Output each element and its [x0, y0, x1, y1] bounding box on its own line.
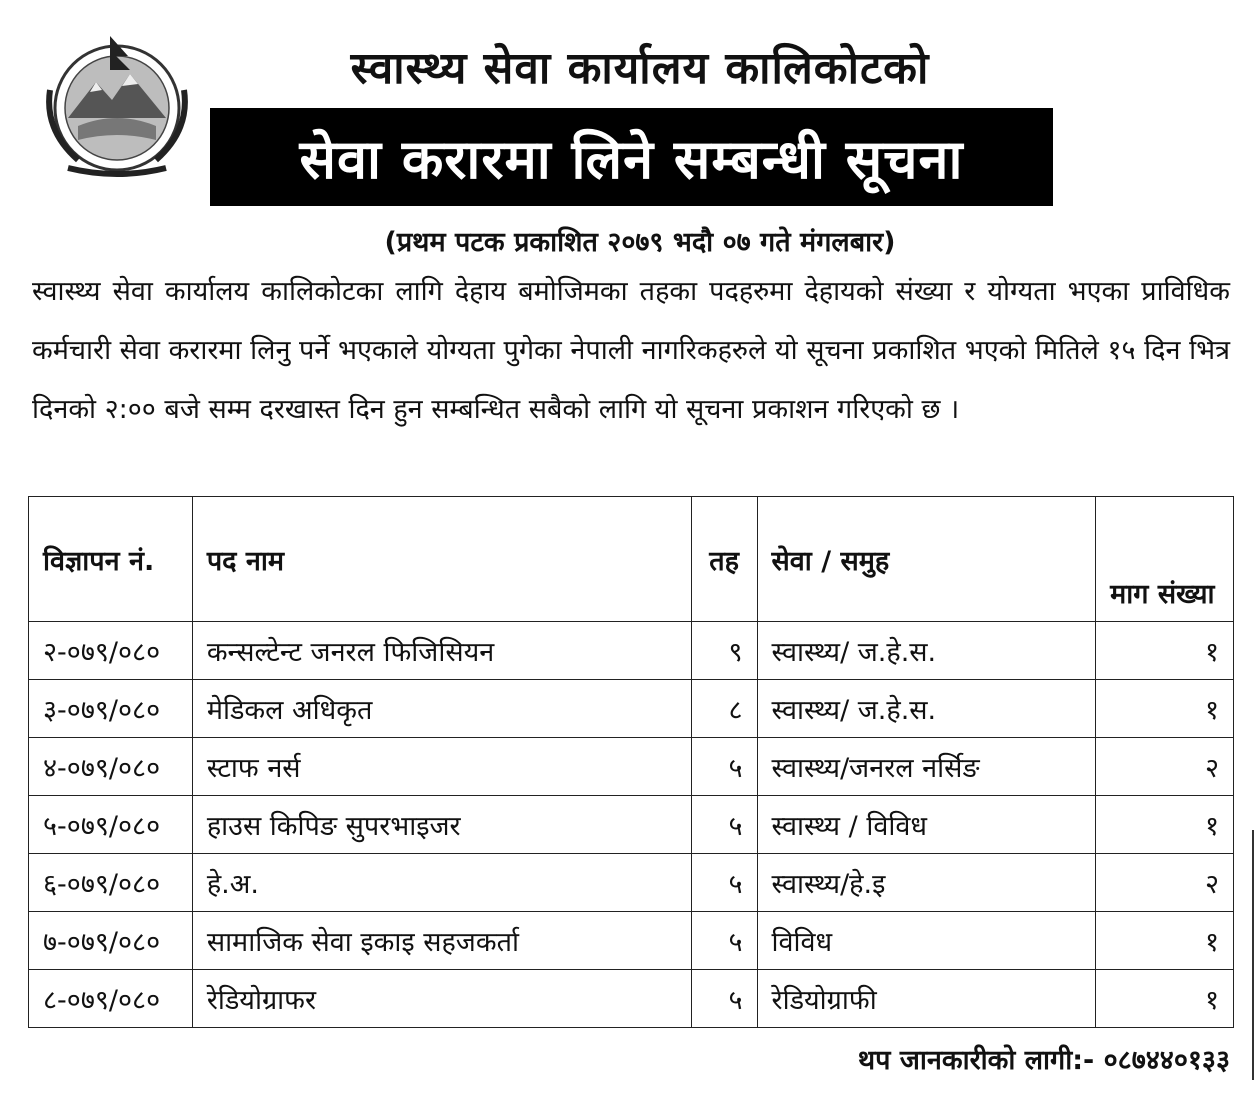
level-cell: ५ [691, 854, 757, 912]
ad-no-cell: २-०७९/०८० [29, 622, 193, 680]
table-row [29, 680, 1234, 738]
service-group-cell: रेडियोग्राफी [757, 970, 1096, 1028]
table-header-row [29, 497, 1234, 622]
demand-count-cell: १ [1096, 970, 1234, 1028]
office-name: स्वास्थ्य सेवा कार्यालय कालिकोटको [350, 43, 930, 94]
level-cell: ५ [691, 796, 757, 854]
notice-title: सेवा करारमा लिने सम्बन्धी सूचना [299, 128, 964, 191]
post-name-cell: रेडियोग्राफर [192, 970, 691, 1028]
header-ad-no: विज्ञापन नं. [29, 497, 193, 622]
table-row [29, 854, 1234, 912]
demand-count-cell: १ [1096, 912, 1234, 970]
service-group-cell: विविध [757, 912, 1096, 970]
service-group-cell: स्वास्थ्य/जनरल नर्सिङ [757, 738, 1096, 796]
service-group-cell: स्वास्थ्य/ ज.हे.स. [757, 622, 1096, 680]
post-name-cell: हे.अ. [192, 854, 691, 912]
page-edge-divider [1252, 830, 1254, 1080]
demand-count-cell: २ [1096, 854, 1234, 912]
level-cell: ५ [691, 738, 757, 796]
table-row [29, 796, 1234, 854]
post-name-cell: सामाजिक सेवा इकाइ सहजकर्ता [192, 912, 691, 970]
post-name-cell: कन्सल्टेन्ट जनरल फिजिसियन [192, 622, 691, 680]
level-cell: ५ [691, 970, 757, 1028]
nepal-government-emblem-icon [38, 30, 196, 178]
level-cell: ८ [691, 680, 757, 738]
demand-count-cell: २ [1096, 738, 1234, 796]
ad-no-cell: ७-०७९/०८० [29, 912, 193, 970]
vacancy-table [28, 496, 1234, 1028]
table-row [29, 912, 1234, 970]
notice-title-banner [210, 108, 1053, 206]
header-post-name: पद नाम [192, 497, 691, 622]
ad-no-cell: ५-०७९/०८० [29, 796, 193, 854]
ad-no-cell: ६-०७९/०८० [29, 854, 193, 912]
service-group-cell: स्वास्थ्य/हे.इ [757, 854, 1096, 912]
publication-note: (प्रथम पटक प्रकाशित २०७९ भदौ ०७ गते मंगलबार) [384, 227, 896, 258]
ad-no-cell: ३-०७९/०८० [29, 680, 193, 738]
table-row [29, 970, 1234, 1028]
post-name-cell: मेडिकल अधिकृत [192, 680, 691, 738]
post-name-cell: स्टाफ नर्स [192, 738, 691, 796]
demand-count-cell: १ [1096, 622, 1234, 680]
intro-paragraph: स्वास्थ्य सेवा कार्यालय कालिकोटका लागि देहाय बमोजिमका तहका पदहरुमा देहायको संख्या र योग्यता भएका प्राविधिक कर्मचारी सेवा करारमा लिनु पर्ने भएकाले योग्यता पुगेका नेपाली नागरिकहरुले यो सूचना प्रकाशित भएको मितिले १५ दिन भित्र दिनको २:०० बजे सम्म दरखास्त दिन हुन सम्बन्धित सबैको लागि यो सूचना प्रकाशन गरिएको छ । [32, 276, 1230, 425]
post-name-cell: हाउस किपिङ सुपरभाइजर [192, 796, 691, 854]
header-level: तह [691, 497, 757, 622]
level-cell: ५ [691, 912, 757, 970]
service-group-cell: स्वास्थ्य / विविध [757, 796, 1096, 854]
level-cell: ९ [691, 622, 757, 680]
ad-no-cell: ४-०७९/०८० [29, 738, 193, 796]
ad-no-cell: ८-०७९/०८० [29, 970, 193, 1028]
header-demand-count: माग संख्या [1096, 497, 1234, 622]
service-group-cell: स्वास्थ्य/ ज.हे.स. [757, 680, 1096, 738]
header-service-group: सेवा / समुह [757, 497, 1096, 622]
demand-count-cell: १ [1096, 680, 1234, 738]
table-row [29, 738, 1234, 796]
table-row [29, 622, 1234, 680]
demand-count-cell: १ [1096, 796, 1234, 854]
contact-info: थप जानकारीको लागी:- ०८७४४०१३३ [857, 1045, 1230, 1076]
